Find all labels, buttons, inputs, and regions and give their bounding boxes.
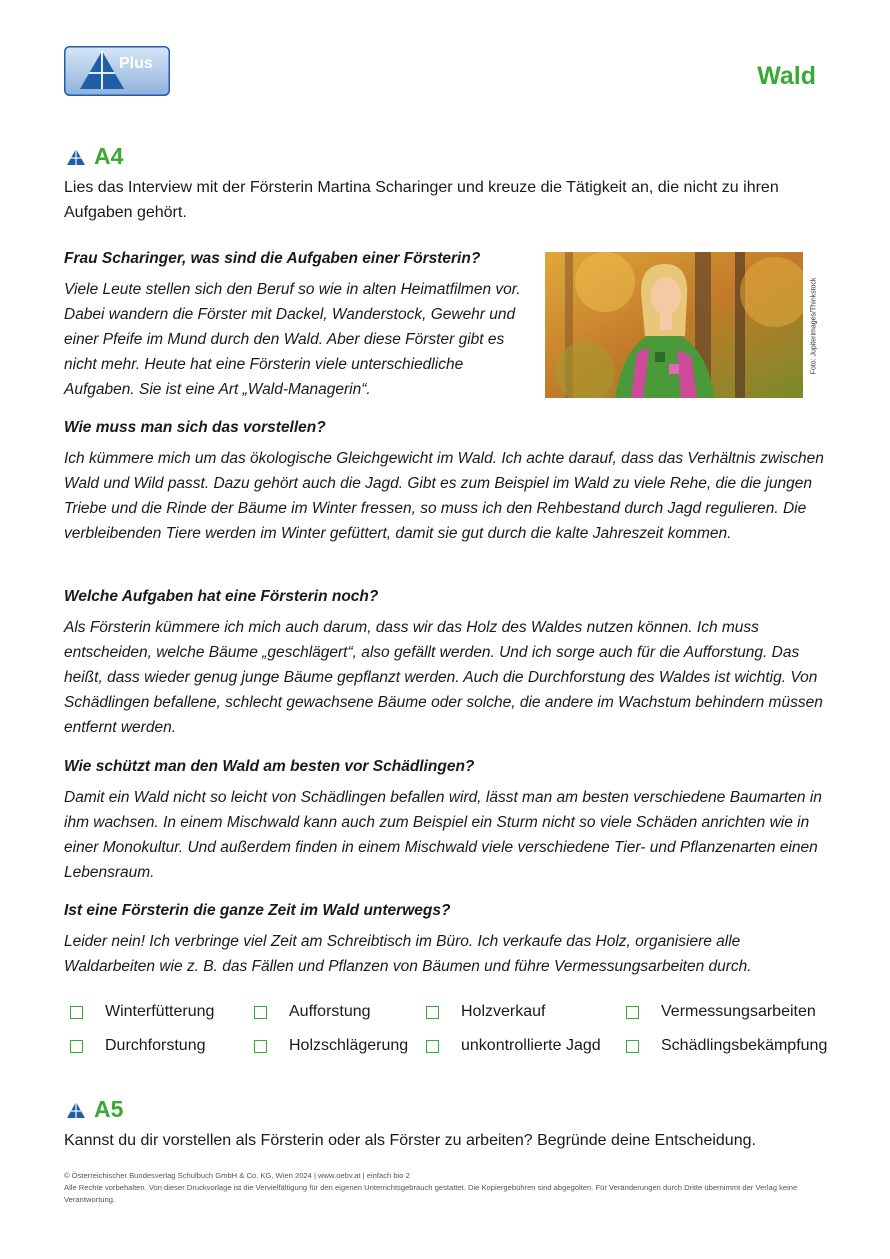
interview-answer-4: Damit ein Wald nicht so leicht von Schädlingen befallen wird, lässt man am besten verschiedene Baumarten in ihm wachsen. In einem Mischwald kann auch zum Beispiel ein Sturm nicht so viele Schäden anrichten wie in einer Monokultur. Und außerdem finden in einem Mischwald viele verschiedene Tier- und Pflanzenarten einen Lebensraum. <box>64 789 822 881</box>
option-label: Vermessungsarbeiten <box>661 1003 816 1020</box>
option-unkontrollierte-jagd[interactable] <box>426 1037 601 1055</box>
checkbox[interactable] <box>626 1006 639 1019</box>
task-a5-label: A5 <box>94 1096 124 1122</box>
interview-question-1: Frau Scharinger, was sind die Aufgaben einer Försterin? <box>64 250 481 267</box>
option-label: Aufforstung <box>289 1003 371 1020</box>
task-a4-instruction: Lies das Interview mit der Försterin Martina Scharinger und kreuze die Tätigkeit an, die nicht zu ihren Aufgaben gehört. <box>64 179 779 221</box>
option-schaedlingsbekaempfung[interactable] <box>626 1037 827 1055</box>
photo-credit-text: Foto: Jupiterimages/Thinkstock <box>810 277 818 375</box>
checkbox[interactable] <box>70 1006 83 1019</box>
option-label: Schädlingsbekämpfung <box>661 1037 828 1054</box>
interview-question-5: Ist eine Försterin die ganze Zeit im Wald unterwegs? <box>64 902 451 919</box>
interview-answer-5: Leider nein! Ich verbringe viel Zeit am Schreibtisch im Büro. Ich verkaufe das Holz, organisiere alle Waldarbeiten wie z. B. das Fällen und Pflanzen von Bäumen und führe Vermessungsarbeiten durch. <box>64 933 752 975</box>
option-winterfuetterung[interactable] <box>70 1003 214 1021</box>
triangle-icon <box>66 148 86 166</box>
task-a5-heading <box>66 1096 123 1123</box>
footer <box>64 1170 824 1206</box>
interview-answer-2: Ich kümmere mich um das ökologische Gleichgewicht im Wald. Ich achte darauf, dass das Verhältnis zwischen Wald und Wild passt. Dazu gehört auch die Jagd. Gibt es zum Beispiel im Wald zu viele Rehe, die die jungen Triebe und die Rinde der Bäume im Winter fressen, so muss ich den Rehbestand durch Jagd regulieren. Die verbleibenden Tiere werden im Winter gefüttert, damit sie gut durch die kalte Jahreszeit kommen. <box>64 450 824 542</box>
option-label: Durchforstung <box>105 1037 206 1054</box>
option-holzschlaegerung[interactable] <box>254 1037 408 1055</box>
footer-copyright: © Österreichischer Bundesverlag Schulbuch GmbH & Co. KG, Wien 2024 | www.oebv.at | einfach bio 2 <box>64 1171 410 1180</box>
checkbox[interactable] <box>254 1040 267 1053</box>
footer-rights: Alle Rechte vorbehalten. Von dieser Druckvorlage ist die Vervielfältigung für den eigenen Unterrichtsgebrauch gestattet. Die Kopiergebühren sind abgegolten. Für Veränderungen durch Dritte übernimmt der Verlag keine Verantwortung. <box>64 1183 798 1204</box>
checkbox[interactable] <box>70 1040 83 1053</box>
checkbox[interactable] <box>426 1040 439 1053</box>
checkbox[interactable] <box>426 1006 439 1019</box>
plus-logo <box>64 46 170 96</box>
option-aufforstung[interactable] <box>254 1003 371 1021</box>
task-a4-heading <box>66 143 123 170</box>
option-label: Holzschlägerung <box>289 1037 409 1054</box>
interview-question-3: Welche Aufgaben hat eine Försterin noch? <box>64 588 379 605</box>
checkbox[interactable] <box>254 1006 267 1019</box>
interview-answer-3: Als Försterin kümmere ich mich auch darum, dass wir das Holz des Waldes nutzen können. Ich muss entscheiden, welche Bäume „geschlägert“, also gefällt werden. Und ich sorge auch für die Aufforstung. Das heißt, dass wieder genug junge Bäume gepflanzt werden. Auch die Durchforstung des Waldes ist wichtig. Von Schädlingen befallene, schlecht gewachsene Bäume oder solche, die andere im Wachstum behindern müssen entfernt werden. <box>64 619 823 736</box>
photo-credit <box>808 252 820 400</box>
checkbox[interactable] <box>626 1040 639 1053</box>
option-label: Winterfütterung <box>105 1003 215 1020</box>
option-vermessungsarbeiten[interactable] <box>626 1003 816 1021</box>
task-a4-label: A4 <box>94 143 124 169</box>
logo-text: Plus <box>119 55 153 72</box>
interview-answer-1: Viele Leute stellen sich den Beruf so wie in alten Heimatfilmen vor. Dabei wandern die Förster mit Dackel, Wanderstock, Gewehr und einer Pfeife im Mund durch den Wald. Aber diese Förster gibt es nicht mehr. Heute hat eine Försterin viele unterschiedliche Aufgaben. Sie ist eine Art „Wald-Managerin“. <box>64 281 521 398</box>
task-a5-instruction: Kannst du dir vorstellen als Försterin oder als Förster zu arbeiten? Begründe deine Entscheidung. <box>64 1132 756 1149</box>
interview-question-4: Wie schützt man den Wald am besten vor Schädlingen? <box>64 758 475 775</box>
option-label: Holzverkauf <box>461 1003 546 1020</box>
page-title: Wald <box>757 62 816 90</box>
option-durchforstung[interactable] <box>70 1037 206 1055</box>
interview-question-2: Wie muss man sich das vorstellen? <box>64 419 326 436</box>
triangle-icon <box>66 1101 86 1119</box>
option-holzverkauf[interactable] <box>426 1003 545 1021</box>
forester-photo <box>545 252 803 398</box>
option-label: unkontrollierte Jagd <box>461 1037 601 1054</box>
